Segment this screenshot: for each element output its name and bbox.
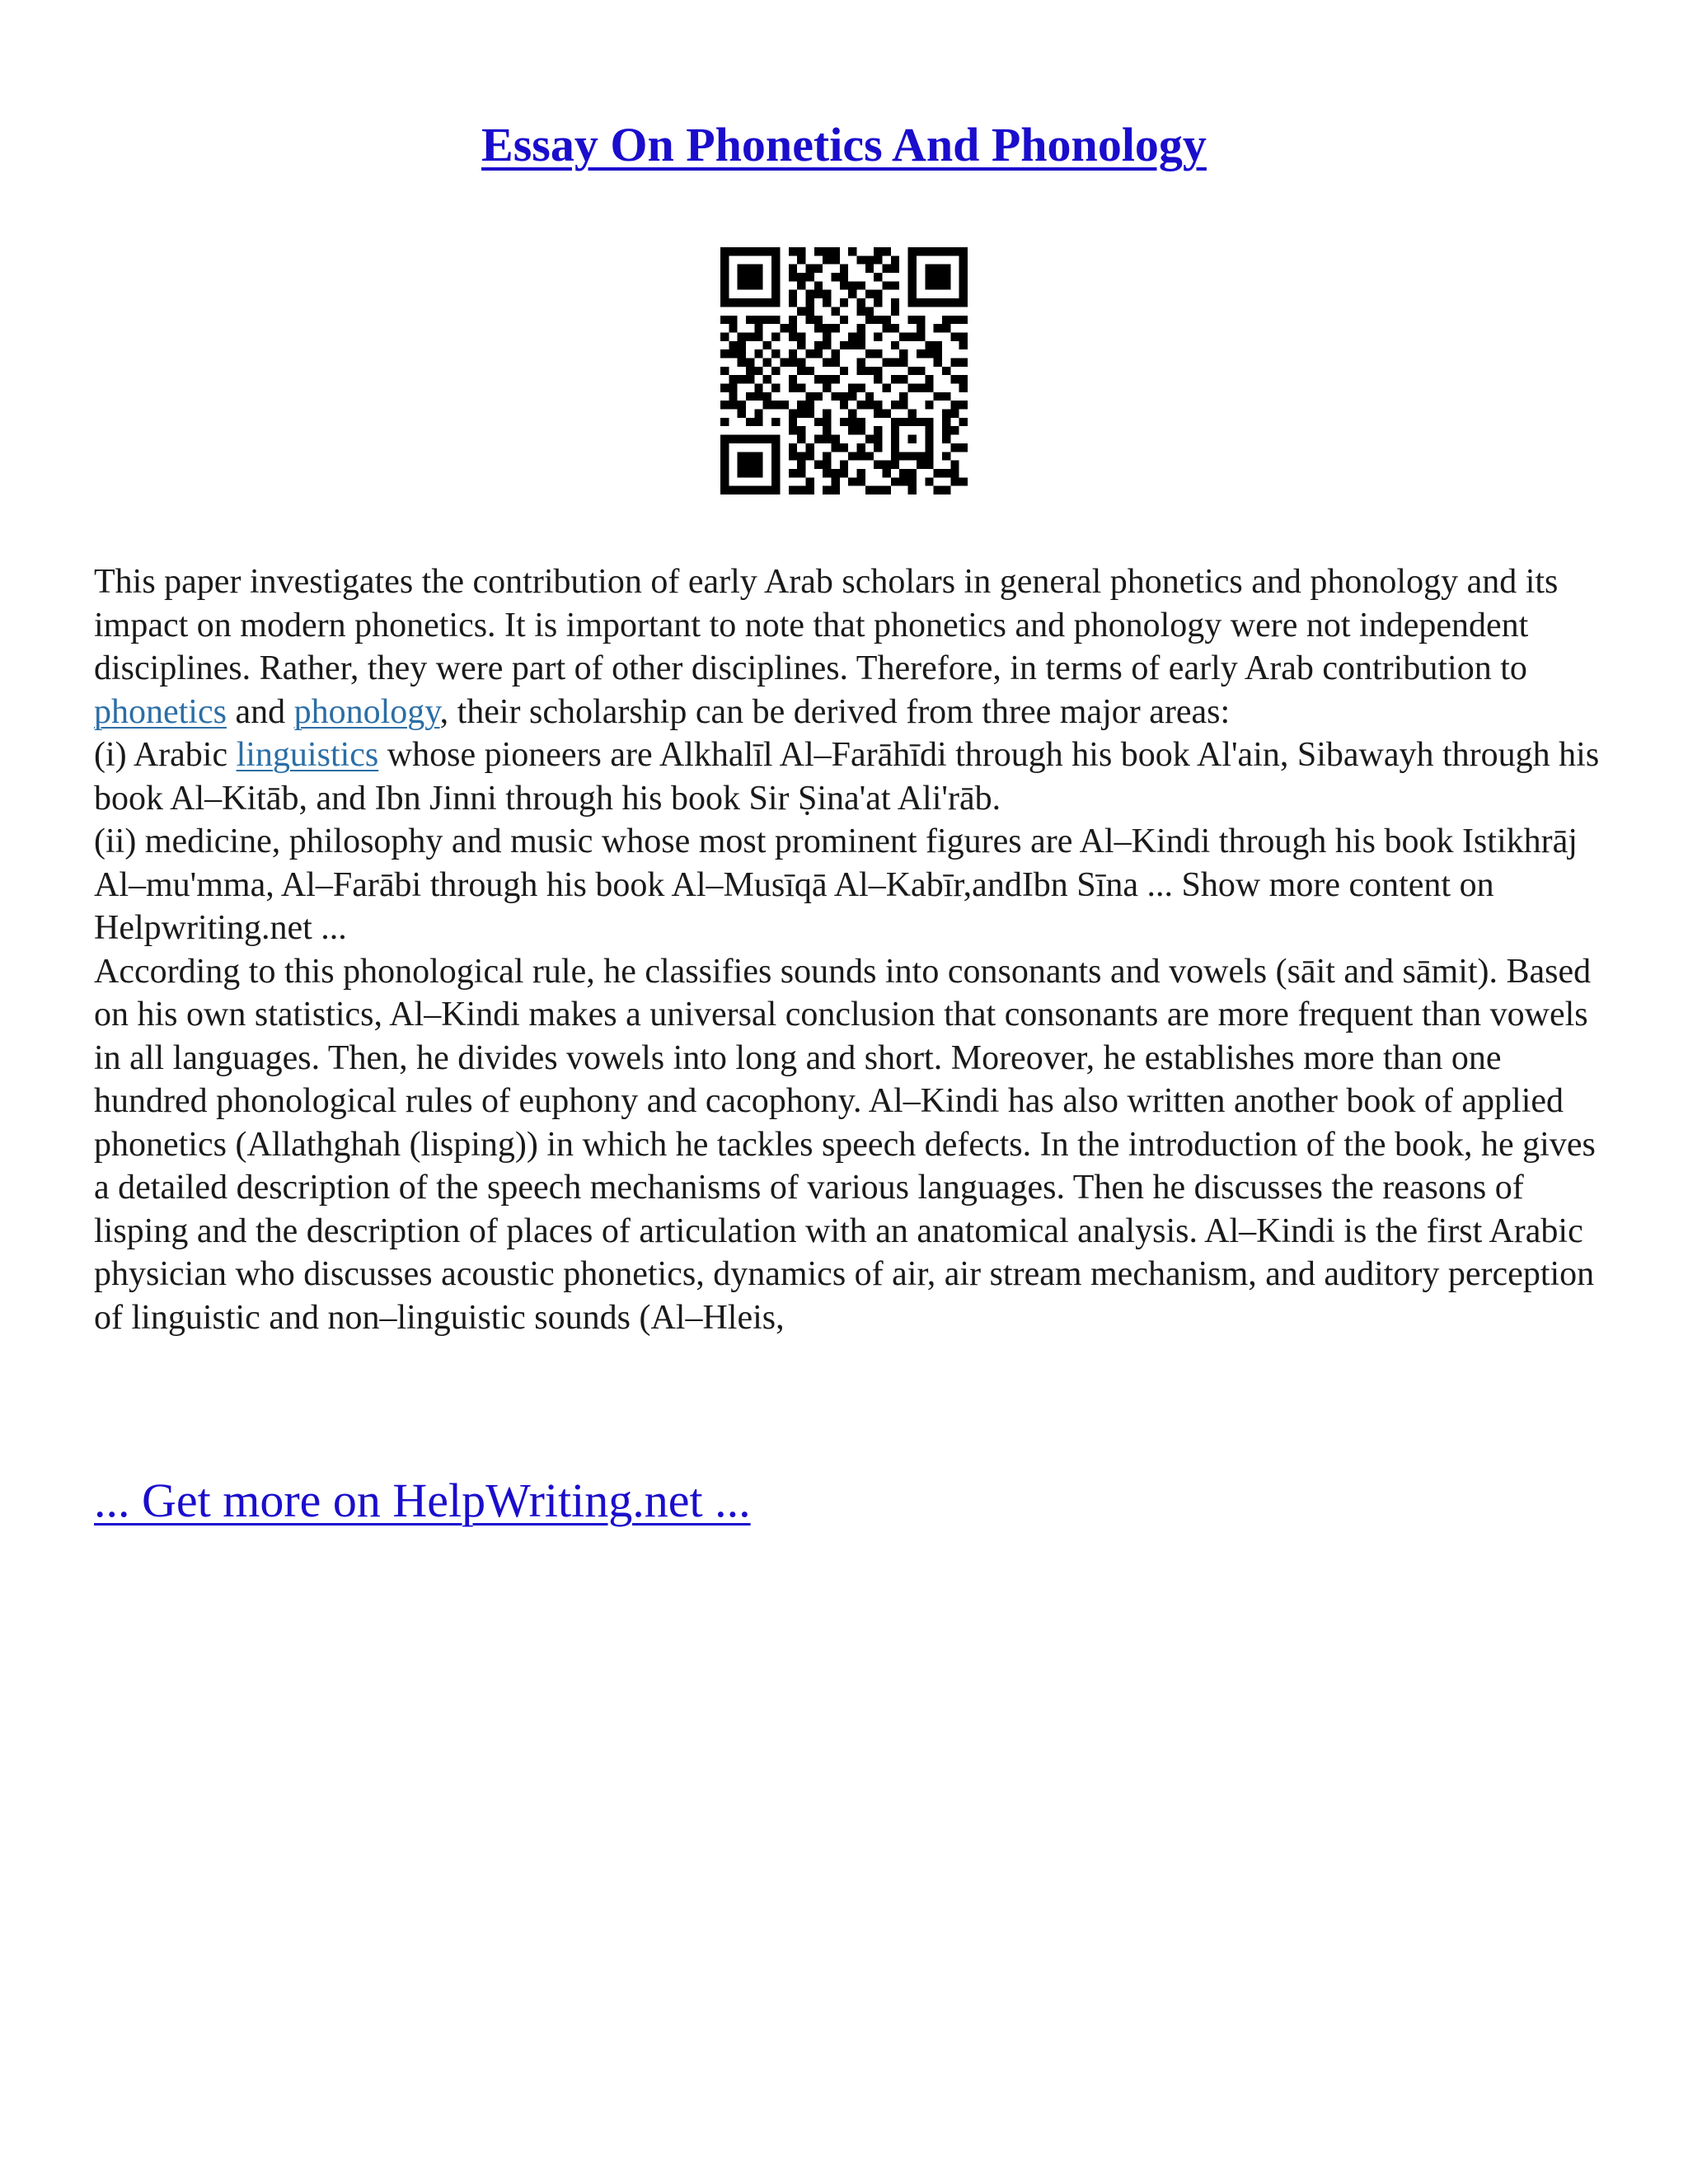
- get-more-footer: [94, 1471, 751, 1530]
- paragraph-arabic-linguistics: [94, 733, 1619, 820]
- paragraph-intro-text-c: , their scholarship can be derived from three major areas:: [439, 692, 1231, 731]
- title-link[interactable]: Essay On Phonetics And Phonology: [481, 118, 1207, 171]
- paragraph-linguistics-text-b: whose pioneers are Alkhalīl Al–Farāhīdi through his book Al'ain, Sibawayh through his book Al–Kitāb, and Ibn Jinni through his book Sir Ṣina'at Ali'rāb.: [94, 736, 1600, 818]
- paragraph-linguistics-text-a: (i) Arabic: [94, 736, 237, 774]
- paragraph-intro-text-a: This paper investigates the contribution of early Arab scholars in general phonetics and phonology and its impact on modern phonetics. It is important to note that phonetics and phonology were not independent disciplines. Rather, they were part of other disciplines. Therefore, in terms of early Arab contribution to: [94, 563, 1559, 687]
- phonetics-link[interactable]: phonetics: [94, 692, 227, 731]
- paragraph-medicine-philosophy: (ii) medicine, philosophy and music whose most prominent figures are Al–Kindi through his book Istikhrāj Al–mu'mma, Al–Farābi through his book Al–Musīqā Al–Kabīr,andIbn Sīna ... Show more content on Helpwriting.net ...: [94, 823, 1578, 947]
- paragraph-intro: [94, 560, 1619, 733]
- page-title: [0, 115, 1688, 175]
- get-more-link[interactable]: ... Get more on HelpWriting.net ...: [94, 1474, 751, 1527]
- phonology-link[interactable]: phonology: [293, 692, 440, 731]
- paragraph-intro-text-b: and: [226, 692, 294, 731]
- essay-body: [94, 560, 1619, 1339]
- linguistics-link[interactable]: linguistics: [236, 736, 379, 774]
- paragraph-phonological-rule: According to this phonological rule, he classifies sounds into consonants and vowels (sāit and sāmit). Based on his own statistics, Al–Kindi makes a universal conclusion that consonants are more frequent than vowels in all languages. Then, he divides vowels into long and short. Moreover, he establishes more than one hundred phonological rules of euphony and cacophony. Al–Kindi has also written another book of applied phonetics (Allathghah (lisping)) in which he tackles speech defects. In the introduction of the book, he gives a detailed description of the speech mechanisms of various languages. Then he discusses the reasons of lisping and the description of places of articulation with an anatomical analysis. Al–Kindi is the first Arabic physician who discusses acoustic phonetics, dynamics of air, air stream mechanism, and auditory perception of linguistic and non–linguistic sounds (Al–Hleis,: [94, 952, 1596, 1337]
- qr-code-image: [720, 247, 968, 494]
